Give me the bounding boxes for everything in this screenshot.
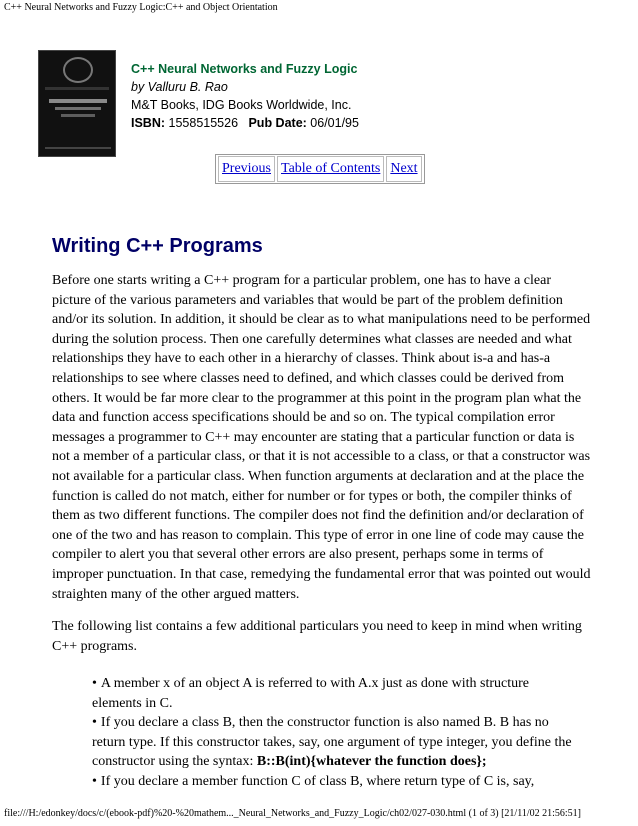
page-navigation <box>215 154 425 184</box>
pubdate-value: 06/01/95 <box>310 116 359 130</box>
list-item <box>92 674 582 713</box>
bullet-icon: • <box>92 676 97 691</box>
body-paragraph: The following list contains a few additional particulars you need to keep in mind when writing C++ programs. <box>52 619 582 654</box>
list-item-text: A member x of an object A is referred to with A.x just as done with structure elements in C. <box>92 676 529 711</box>
book-title: C++ Neural Networks and Fuzzy Logic <box>131 62 358 76</box>
particulars-list <box>92 674 582 792</box>
list-item-text: If you declare a class B, then the constructor function is also named B. B has no return type. If this constructor takes, say, one argument of type integer, you define the constructor using the syntax: <box>92 715 572 770</box>
browser-footer-url: file:///H:/edonkey/docs/c/(ebook-pdf)%20-%20mathem..._Neural_Networks_and_Fuzzy_Logic/ch02/027-030.html (1 of 3) [21/11/02 21:56:51] <box>4 808 582 819</box>
table-of-contents-link[interactable]: Table of Contents <box>277 156 384 182</box>
book-isbn-line <box>131 114 359 132</box>
book-publisher: M&T Books, IDG Books Worldwide, Inc. <box>131 98 352 112</box>
book-author: by Valluru B. Rao <box>131 80 228 94</box>
bullet-icon: • <box>92 773 97 789</box>
next-link[interactable]: Next <box>386 156 421 182</box>
cover-logo-icon <box>63 57 93 83</box>
previous-link[interactable]: Previous <box>218 156 275 182</box>
page-title: Writing C++ Programs <box>52 235 263 257</box>
browser-header: C++ Neural Networks and Fuzzy Logic:C++ and Object Orientation <box>4 2 278 13</box>
book-cover-image <box>38 50 116 157</box>
list-item <box>92 713 582 772</box>
pubdate-label: Pub Date: <box>248 116 307 130</box>
isbn-value: 1558515526 <box>168 116 239 130</box>
list-item-text: If you declare a member function C of class B, where return type of C is, say, <box>100 773 535 789</box>
bullet-icon: • <box>92 715 97 731</box>
isbn-label: ISBN: <box>131 116 166 130</box>
body-paragraph: Before one starts writing a C++ program for a particular problem, one has to have a clear picture of the various parameters and variables that would be part of the problem definition and/or its solution. In addition, it should be clear as to what manipulations need to be performed during the solution process. Then one carefully determines what classes are needed and what relationships they have to each other in a hierarchy of classes. Think about is-a and has-a relationships to see where classes need to defined, and which classes could be derived from others. It would be far more clear to the programmer at this point in the program plan what the data and function access specifications should be and so on. The typical compilation error messages a programmer to C++ may encounter are stating that a particular function or data is not a member of a particular class, or that it is not accessible to a class, or that a constructor was not available for a particular class. When function arguments at declaration and at the place the function is called do not match, either for number or for types or both, the compiler thinks of them as two different functions. The compiler does not find the definition and/or declaration of one of the two and has reason to complain. This type of error in one line of code may cause the compiler to alert you that several other errors are also present, perhaps some in terms of improper punctuation. In that case, remedying the fundamental error that was pointed out would straighten many of the other argued matters. <box>52 273 591 602</box>
book-info <box>131 60 359 132</box>
list-item <box>92 772 582 792</box>
constructor-syntax: B::B(int){whatever the function does}; <box>256 754 487 770</box>
